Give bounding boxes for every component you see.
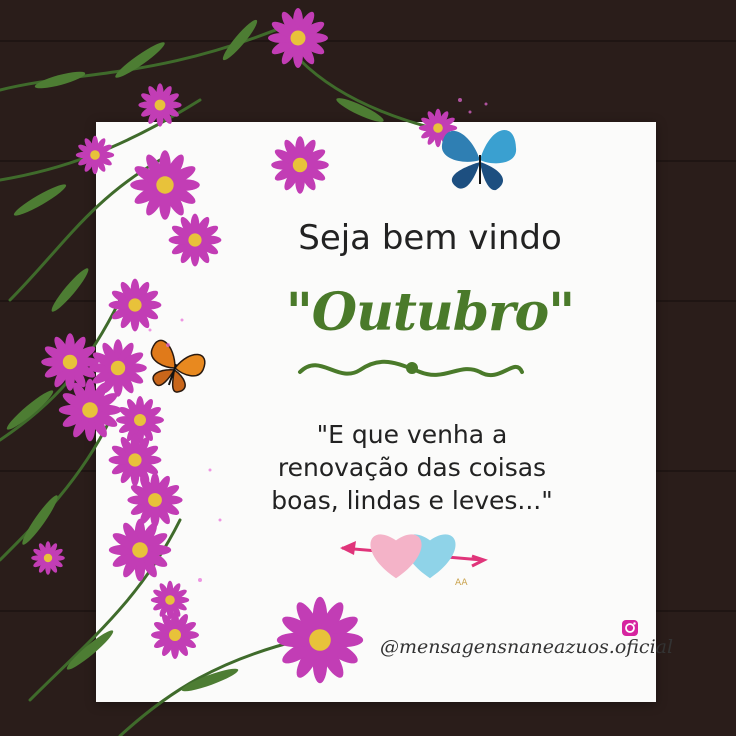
flower	[271, 136, 329, 194]
flower	[151, 611, 199, 659]
flower	[130, 150, 200, 220]
flower	[138, 83, 181, 126]
flower	[31, 541, 65, 575]
social-handle[interactable]: @mensagensnaneazuos.oficial	[380, 636, 674, 658]
butterfly-blue	[442, 130, 516, 190]
quote-text	[232, 418, 592, 517]
greeting-text: Seja bem vindo	[298, 218, 562, 258]
flower	[277, 597, 363, 683]
instagram-icon	[622, 620, 638, 636]
butterfly-orange	[141, 338, 208, 398]
month-title: "Outubro"	[285, 282, 575, 343]
quote-line: "E que venha a	[316, 420, 508, 449]
quote-line: boas, lindas e leves..."	[271, 486, 553, 515]
quote-line: renovação das coisas	[277, 453, 547, 482]
flower	[151, 581, 189, 619]
flower	[116, 396, 164, 444]
flower	[76, 136, 114, 174]
hearts-arrow-graphic	[340, 534, 484, 578]
flower	[169, 214, 222, 267]
flower	[268, 8, 328, 68]
flower	[109, 279, 162, 332]
ornament-divider	[300, 362, 522, 375]
flower	[109, 519, 171, 581]
artist-signature: AA	[455, 578, 468, 588]
